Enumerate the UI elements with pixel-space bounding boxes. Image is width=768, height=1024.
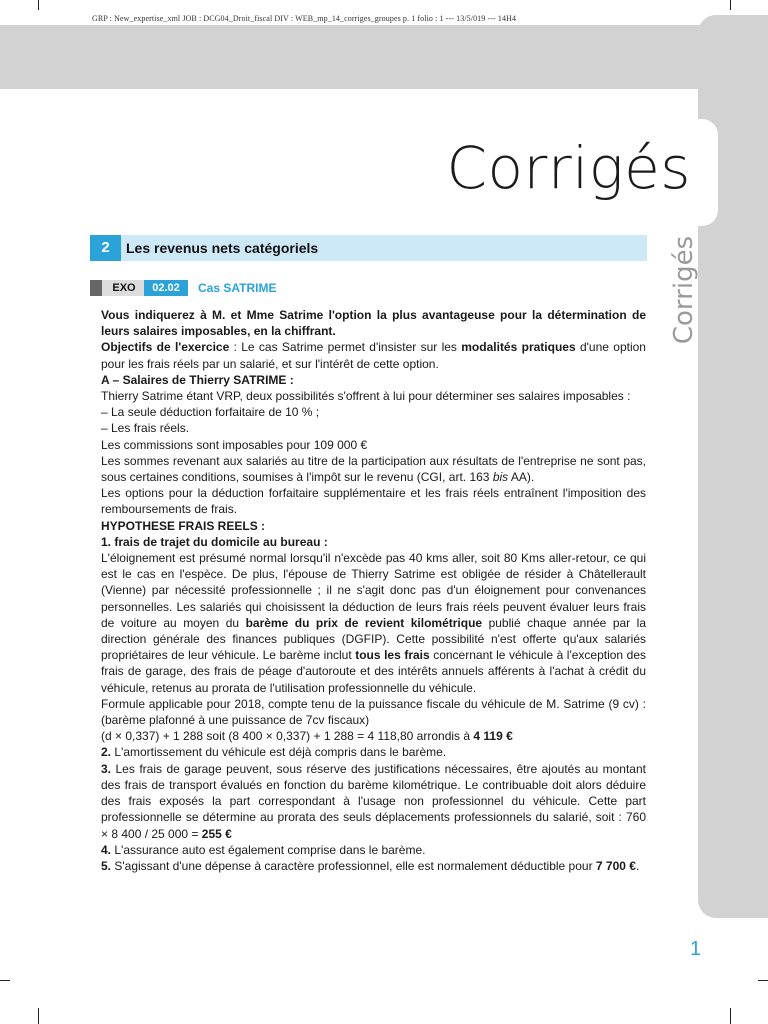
crop-mark bbox=[38, 1008, 39, 1024]
answer-body bbox=[101, 307, 646, 874]
paragraph-run: L'amortissement du véhicule est déjà compris dans le barème. bbox=[111, 745, 447, 760]
paragraph-run: d'une option pour les frais réels par un salarié, et sur l'intérêt de cette option. bbox=[101, 340, 646, 371]
body-paragraph: – Les frais réels. bbox=[101, 421, 190, 436]
top-band bbox=[0, 25, 768, 89]
page-title: Corrigés bbox=[446, 134, 691, 202]
crop-mark bbox=[0, 980, 10, 981]
body-paragraph: Les commissions sont imposables pour 109 000 € bbox=[101, 437, 368, 452]
paragraph-run: Les frais de garage peuvent, sous réserve des justifications nécessaires, être ajoutés au montant des frais de transport évalués en fonction du barème kilométrique. Le contribuable doit alors déduire des frais exposés la part correspondant à l'usage non professionnel du véhicule. Cette part professionnelle se détermine au prorata des seuls déplacements professionnels du salarié, soit : 760 × 8 400 / 25 000 = bbox=[101, 761, 646, 841]
paragraph-run: concernant le véhicule à l'exception des frais de garage, des frais de péage d'autoroute et des intérêts annuels afférents à l'achat à crédit du véhicule, retenus au prorata de l'utilisation professionnelle du véhicule. bbox=[101, 648, 646, 695]
section-title: Les revenus nets catégoriels bbox=[126, 240, 319, 256]
body-paragraph: Vous indiquerez à M. et Mme Satrime l'option la plus avantageuse pour la détermination de leurs salaires imposables, en la chiffrant. bbox=[101, 308, 646, 339]
paragraph-run: 4. bbox=[101, 842, 112, 857]
page-number: 1 bbox=[690, 938, 702, 960]
paragraph-run: 7 700 € bbox=[595, 858, 636, 873]
body-paragraph bbox=[101, 728, 646, 744]
body-paragraph: 1. frais de trajet du domicile au bureau : bbox=[101, 534, 328, 549]
exercise-tag bbox=[90, 280, 188, 296]
paragraph-run: bis bbox=[492, 470, 509, 485]
crop-mark bbox=[730, 1008, 731, 1024]
exercise-tag-marker bbox=[90, 280, 102, 296]
paragraph-run: tous les frais bbox=[355, 648, 430, 663]
body-paragraph bbox=[101, 744, 646, 760]
paragraph-run: publié chaque année par la direction générale des finances publiques (DGFIP). Cette possibilité n'est offerte qu'aux salariés propriétaires de leur véhicule. Le barème inclut bbox=[101, 615, 647, 663]
body-paragraph: Formule applicable pour 2018, compte tenu de la puissance fiscale du véhicule de M. Satrime (9 cv) : (barème plafonné à une puissance de 7cv fiscaux) bbox=[101, 696, 646, 728]
body-paragraph: Les options pour la déduction forfaitaire supplémentaire et les frais réels entraînent l'imposition des remboursements de frais. bbox=[101, 486, 646, 517]
paragraph-run: 3. bbox=[101, 761, 112, 776]
paragraph-run: : Le cas Satrime permet d'insister sur les bbox=[229, 340, 462, 355]
exercise-label: EXO bbox=[112, 282, 136, 294]
paragraph-run: 4 119 € bbox=[473, 729, 513, 744]
side-label bbox=[669, 235, 699, 345]
body-paragraph bbox=[101, 453, 646, 485]
paragraph-run: modalités pratiques bbox=[461, 340, 576, 355]
paragraph-run: . bbox=[635, 858, 640, 873]
crop-mark bbox=[38, 0, 39, 10]
body-paragraph: HYPOTHESE FRAIS REELS : bbox=[101, 518, 266, 533]
paragraph-run: S'agissant d'une dépense à caractère professionnel, elle est normalement déductible pour bbox=[111, 858, 596, 873]
paragraph-run: Les sommes revenant aux salariés au titre de la participation aux résultats de l'entreprise ne sont pas, sous certaines conditions, soumises à l'impôt sur le revenu (CGI, art. 163 bbox=[101, 453, 646, 485]
section-heading bbox=[90, 235, 647, 261]
crop-mark bbox=[730, 0, 731, 10]
body-paragraph: L'éloignement est présumé normal lorsqu'il n'excède pas 40 kms aller, soit 80 Kms aller-retour, ce qui est le cas en l'espèce. De plus, l'épouse de Thierry Satrime est obligée de résider à Châtellerault (Vienne) par nécessité professionnelle ; il ne s'agit donc pas d'un éloignement pour convenances personnelles. Les salariés qui choisissent la déduction de leurs frais réels peuvent évaluer leurs frais de voiture au moyen du barème du prix de revient kilométrique publié chaque année par la direction générale des finances publiques (DGFIP). Cette possibilité n'est offerte qu'aux salariés propriétaires de leur véhicule. Le barème inclut tous les frais concernant le véhicule à l'exception des frais de garage, des frais de péage d'autoroute et des intérêts annuels afférents à l'achat à crédit du véhicule, retenus au prorata de l'utilisation professionnelle du véhicule. bbox=[101, 551, 647, 695]
body-paragraph bbox=[101, 339, 646, 371]
body-paragraph bbox=[101, 858, 646, 874]
exercise-number: 02.02 bbox=[144, 280, 188, 296]
side-label-text: Corrigés bbox=[669, 235, 699, 345]
paragraph-run: 255 € bbox=[201, 826, 232, 841]
body-paragraph: Thierry Satrime étant VRP, deux possibilités s'offrent à lui pour déterminer ses salaires imposables : bbox=[101, 389, 631, 404]
crop-mark bbox=[758, 980, 768, 981]
body-paragraph bbox=[101, 842, 646, 858]
paragraph-run: 5. bbox=[101, 858, 112, 873]
body-paragraph: A – Salaires de Thierry SATRIME : bbox=[101, 372, 294, 387]
paragraph-run: (d × 0,337) + 1 288 soit (8 400 × 0,337) + 1 288 = 4 118,80 arrondis à bbox=[101, 729, 474, 744]
paragraph-run: AA). bbox=[508, 470, 535, 485]
print-header: GRP : New_expertise_xml JOB : DCG04_Droit_fiscal DIV : WEB_mp_14_corriges_groupes p. 1 folio : 1 --- 13/5/019 --- 14H4 bbox=[92, 14, 517, 23]
paragraph-run: 2. bbox=[101, 745, 112, 760]
exercise-title: Cas SATRIME bbox=[198, 281, 277, 295]
body-paragraph bbox=[101, 761, 646, 842]
paragraph-run: barème du prix de revient kilométrique bbox=[245, 615, 483, 630]
paragraph-run: Objectifs de l'exercice bbox=[101, 340, 230, 355]
section-number: 2 bbox=[90, 235, 121, 261]
paragraph-run: L'assurance auto est également comprise dans le barème. bbox=[111, 842, 426, 857]
body-paragraph: – La seule déduction forfaitaire de 10 % ; bbox=[101, 405, 320, 420]
